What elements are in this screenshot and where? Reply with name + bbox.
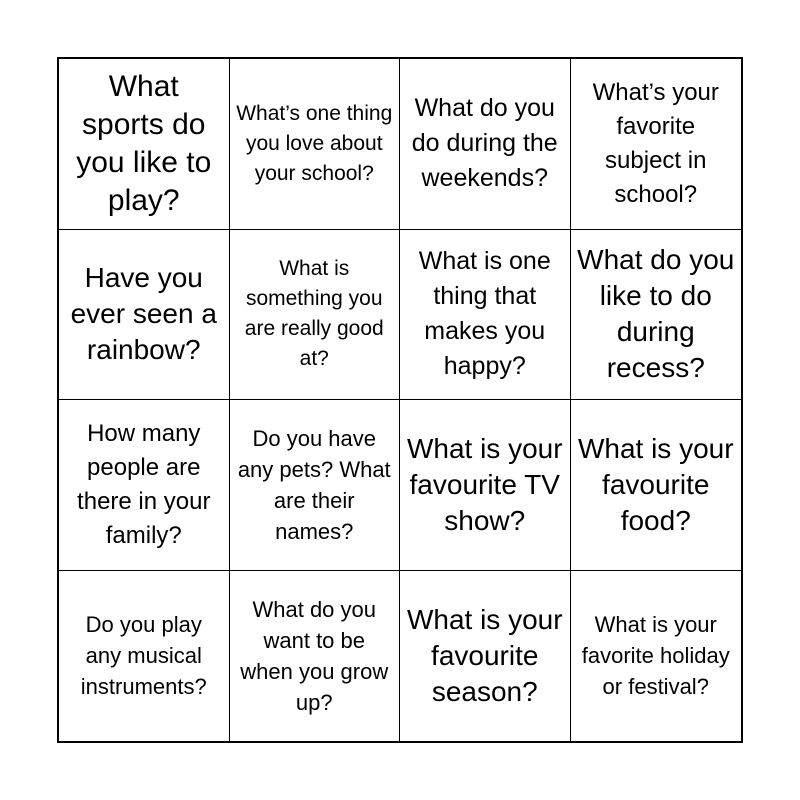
bingo-cell-text: What sports do you like to play? [76,69,212,217]
bingo-cell-text: What do you like to do during recess? [577,244,735,384]
bingo-cell-text: Do you play any musical instruments? [80,612,207,700]
bingo-cell[interactable] [59,400,230,571]
bingo-cell[interactable] [571,59,742,230]
bingo-cell-text: Do you have any pets? What are their names? [237,425,391,544]
bingo-cell-text: What do you want to be when you grow up? [240,596,389,715]
bingo-cell-text: What is one thing that makes you happy? [418,247,551,381]
bingo-cell[interactable] [59,59,230,230]
bingo-cell-text: What’s your favorite subject in school? [592,78,719,208]
bingo-cell[interactable] [400,230,571,401]
bingo-cell-text: What is your favourite TV show? [406,432,563,536]
bingo-cell[interactable] [400,400,571,571]
bingo-cell-text: What is your favourite food? [577,432,734,536]
bingo-cell[interactable] [230,59,401,230]
bingo-cell[interactable] [571,571,742,742]
bingo-cell-text: What’s one thing you love about your school? [236,101,393,185]
bingo-cell-text: What do you do during the weekends? [411,94,558,193]
bingo-cell-text: What is your favourite season? [406,603,563,707]
bingo-cell[interactable] [230,571,401,742]
bingo-cell[interactable] [59,571,230,742]
bingo-cell[interactable] [400,59,571,230]
bingo-cell[interactable] [571,230,742,401]
bingo-cell[interactable] [400,571,571,742]
bingo-cell-text: How many people are there in your family? [77,419,211,549]
bingo-cell[interactable] [571,400,742,571]
bingo-cell-text: What is your favorite holiday or festival? [581,612,730,700]
bingo-cell[interactable] [230,400,401,571]
bingo-cell-text: What is something you are really good at? [244,257,384,371]
bingo-cell[interactable] [59,230,230,401]
bingo-cell[interactable] [230,230,401,401]
bingo-cell-text: Have you ever seen a rainbow? [70,262,217,366]
bingo-board [57,57,743,743]
